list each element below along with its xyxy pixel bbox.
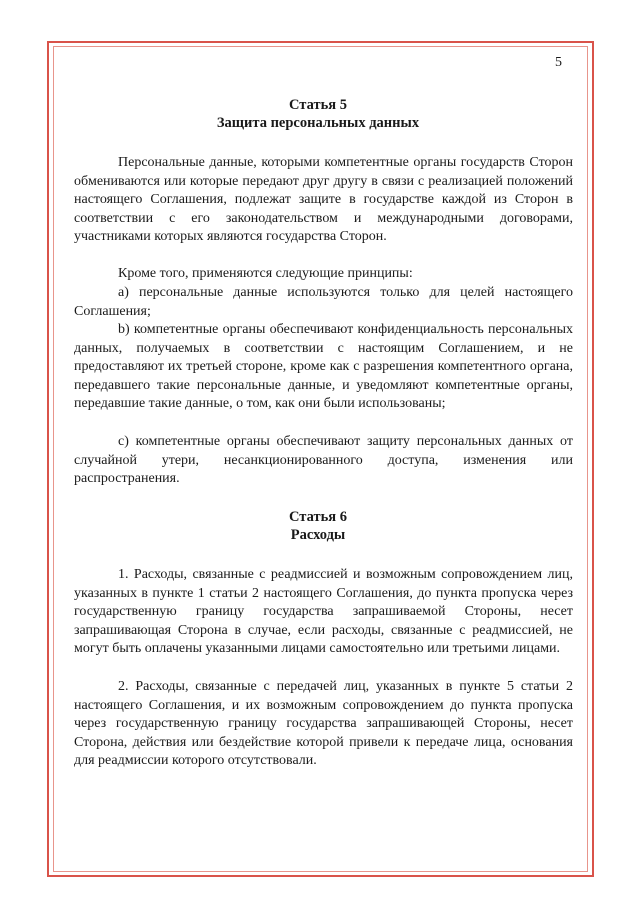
article-5-item-a: а) персональные данные используются только для целей настоящего Соглашения;: [74, 285, 573, 319]
article-5-item-b: b) компетентные органы обеспечивают конфиденциальность персональных данных, получаемых в соответствии с настоящим Соглашением, и не предоставляют их третьей стороне, кроме как с разрешения компетентного органа, передавшего такие персональные данные, и уведомляют компетентные органы, передавшие такие данные, о том, как они были использованы;: [74, 322, 573, 412]
article-5-subtitle: Защита персональных данных: [216, 115, 420, 131]
article-5-paragraph-2: Кроме того, применяются следующие принципы:: [118, 266, 413, 281]
article-6-title: Статья 6: [289, 509, 347, 525]
article-5-paragraph-1: Персональные данные, которыми компетентные органы государств Сторон обмениваются или которые передают друг другу в связи с реализацией положений настоящего Соглашения, подлежат защите в государстве каждой из Сторон в соответствии с его законодательством и международными договорами, участниками которых являются государства Сторон.: [74, 155, 573, 245]
article-6-paragraph-2: 2. Расходы, связанные с передачей лиц, указанных в пункте 5 статьи 2 настоящего Соглашения, и их возможным сопровождением до пункта пропуска через государственную границу государства запрашивающей Стороны, несет Сторона, действия или бездействие которой привели к передаче лица, основания для реадмиссии которого отсутствовали.: [74, 679, 573, 769]
article-6-paragraph-1: 1. Расходы, связанные с реадмиссией и возможным сопровождением лиц, указанных в пункте 1 статьи 2 настоящего Соглашения, до пункта пропуска через государственную границу государства запрашиваемой Стороны, несет запрашивающая Сторона в случае, если расходы, связанные с реадмиссией, не могут быть оплачены указанными лицами самостоятельно или третьими лицами.: [74, 567, 573, 657]
article-6-subtitle: Расходы: [290, 527, 346, 543]
article-5-item-c: с) компетентные органы обеспечивают защиту персональных данных от случайной утери, несанкционированного доступа, изменения или распространения.: [74, 434, 573, 487]
article-5-title: Статья 5: [289, 97, 347, 113]
page-number: 5: [555, 55, 562, 70]
